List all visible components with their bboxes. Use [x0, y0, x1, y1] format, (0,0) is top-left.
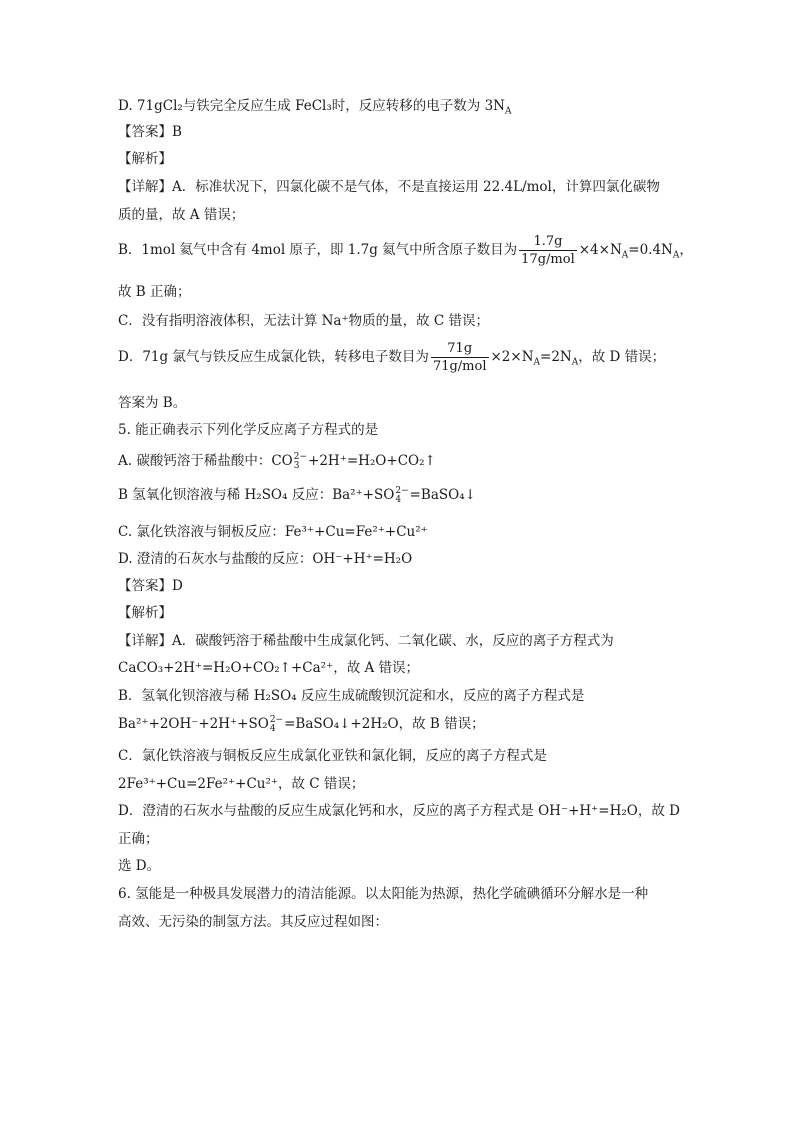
fraction: $\frac{1.7g}{\text{17g/mol}}$ — [521, 234, 575, 267]
explanation-line: C．氯化铁溶液与铜板反应生成氯化亚铁和氯化铜，反应的离子方程式是 — [118, 748, 547, 764]
answer-label: 【答案】B — [118, 124, 182, 140]
explanation-line: D．澄清的石灰水与盐酸的反应生成氯化钙和水，反应的离子方程式是 OH⁻+H⁺=H₂O，故 D — [118, 803, 680, 819]
explanation-line: 正确； — [118, 831, 159, 847]
analysis-label: 【解析】 — [118, 151, 172, 167]
conclusion-line: 选 D。 — [118, 858, 161, 874]
explanation-fraction-line: B．1mol 氦气中含有 4mol 原子，即 1.7g 氦气中所含原子数目为 $\frac{1.7g}{\text{17g/mol}}$ $\times 4\times N_A=0.4N_A$， — [118, 234, 693, 267]
question-6-stem: 6. 氢能是一种极具发展潜力的清洁能源。以太阳能为热源，热化学硫碘循环分解水是一种 — [118, 886, 649, 902]
question-5-option-d: D. 澄清的石灰水与盐酸的反应：OH⁻+H⁺=H₂O — [118, 551, 413, 567]
explanation-line: 【详解】A．标准状况下，四氯化碳不是气体，不是直接运用 22.4L/mol，计算四氯化碳物 — [118, 179, 660, 195]
explanation-line: 质的量，故 A 错误； — [118, 207, 245, 223]
conclusion-line: 答案为 B。 — [118, 395, 187, 411]
explanation-line: 【详解】A．碳酸钙溶于稀盐酸中生成氯化钙、二氧化碳、水，反应的离子方程式为 — [118, 633, 614, 649]
question-5-stem: 5. 能正确表示下列化学反应离子方程式的是 — [118, 422, 379, 438]
explanation-line: B．氢氧化钡溶液与稀 H₂SO₄ 反应生成硫酸钡沉淀和水，反应的离子方程式是 — [118, 688, 585, 704]
question-6-stem: 高效、无污染的制氢方法。其反应过程如图： — [118, 914, 388, 930]
explanation-fraction-line: D．71g 氯气与铁反应生成氯化铁，转移电子数目为 $\frac{71g}{\text{71g/mol}}$ $\times 2\times N_A=2N_A$，故 D 错误； — [118, 341, 666, 374]
answer-label: 【答案】D — [118, 578, 183, 594]
explanation-line: Ba²⁺+2OH⁻+2H⁺+SO 2− 4 =BaSO₄↓+2H₂O，故 B 错误； — [118, 714, 485, 734]
fraction: $\frac{71g}{\text{71g/mol}}$ — [432, 341, 487, 374]
explanation-line: 故 B 正确； — [118, 284, 191, 300]
question-5-option-a: A. 碳酸钙溶于稀盐酸中：CO 2− 3 +2H⁺=H₂O+CO₂↑ — [118, 451, 436, 471]
question-5-option-c: C. 氯化铁溶液与铜板反应：Fe³⁺+Cu=Fe²⁺+Cu²⁺ — [118, 524, 428, 540]
explanation-line: 2Fe³⁺+Cu=2Fe²⁺+Cu²⁺，故 C 错误； — [118, 776, 365, 792]
explanation-line: CaCO₃+2H⁺=H₂O+CO₂↑+Ca²⁺，故 A 错误； — [118, 660, 420, 676]
option-d-line: D. 71gCl₂与铁完全反应生成 FeCl₃时，反应转移的电子数为 $3N_A$ — [118, 98, 512, 117]
explanation-line: C．没有指明溶液体积，无法计算 Na⁺物质的量，故 C 错误； — [118, 313, 490, 329]
analysis-label: 【解析】 — [118, 605, 172, 621]
question-5-option-b: B 氢氧化钡溶液与稀 H₂SO₄ 反应：Ba²⁺+SO 2− 4 =BaSO₄↓ — [118, 485, 476, 505]
